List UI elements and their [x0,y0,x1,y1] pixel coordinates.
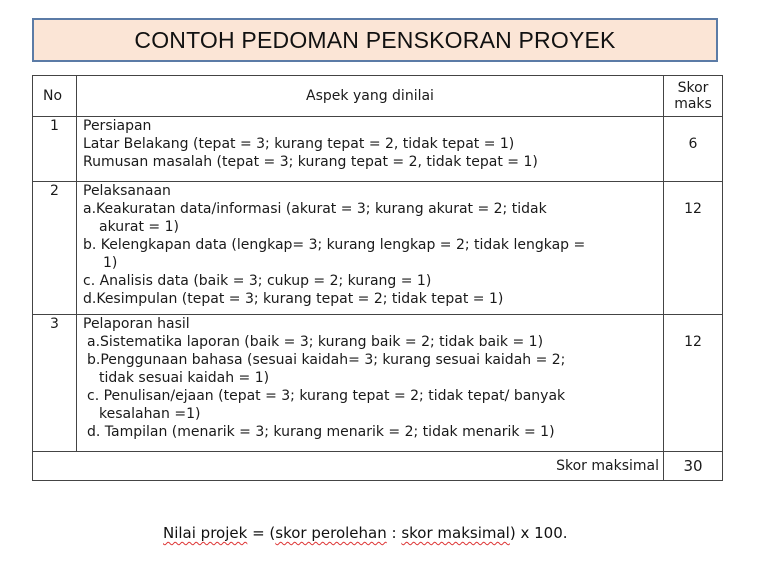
formula-term-nilai: Nilai projek [163,524,248,542]
scoring-rubric-table [32,75,723,481]
total-row [33,452,723,481]
header-skor [664,76,723,117]
table-header-row [33,76,723,117]
criterion-line: Latar Belakang (tepat = 3; kurang tepat = 2, tidak tepat = 1) [83,136,515,152]
header-aspek: Aspek yang dinilai [77,76,664,117]
row-heading: Pelaporan hasil [83,316,190,332]
header-skor-line2: maks [674,96,712,112]
criterion-line: Rumusan masalah (tepat = 3; kurang tepat = 2, tidak tepat = 1) [83,154,538,170]
criterion-line: d.Kesimpulan (tepat = 3; kurang tepat = 2; tidak tepat = 1) [83,291,504,307]
criterion-line: c. Analisis data (baik = 3; cukup = 2; kurang = 1) [83,273,432,289]
page-title: CONTOH PEDOMAN PENSKORAN PROYEK [134,26,616,53]
row-number: 2 [33,182,77,315]
row-number: 3 [33,315,77,452]
criterion-line: d. Tampilan (menarik = 3; kurang menarik = 2; tidak menarik = 1) [87,424,555,440]
criterion-line: a.Keakuratan data/informasi (akurat = 3; kurang akurat = 2; tidak [83,201,547,217]
total-value: 30 [664,452,723,481]
total-label: Skor maksimal [33,452,664,481]
formula-equals: = ( [247,524,276,542]
formula-divide: : [386,524,402,542]
row-skor: 6 [664,117,723,182]
criterion-line: a.Sistematika laporan (baik = 3; kurang baik = 2; tidak baik = 1) [87,334,544,350]
row-number: 1 [33,117,77,182]
table-row [33,117,723,182]
table-row [33,182,723,315]
header-no: No [33,76,77,117]
criterion-line: 1) [103,255,118,271]
header-skor-line1: Skor [677,80,709,96]
criterion-line: tidak sesuai kaidah = 1) [99,370,270,386]
row-aspek [77,117,664,182]
row-skor: 12 [664,182,723,315]
criterion-line: kesalahan =1) [99,406,201,422]
criterion-line: akurat = 1) [99,219,179,235]
formula-term-maksimal: skor maksimal [401,524,510,542]
row-heading: Persiapan [83,118,152,134]
criterion-line: b. Kelengkapan data (lengkap= 3; kurang lengkap = 2; tidak lengkap = [83,237,586,253]
title-banner [32,18,718,62]
criterion-line: b.Penggunaan bahasa (sesuai kaidah= 3; kurang sesuai kaidah = 2; [87,352,566,368]
score-formula [163,524,568,542]
formula-multiply: ) x 100. [509,524,568,542]
criterion-line: c. Penulisan/ejaan (tepat = 3; kurang tepat = 2; tidak tepat/ banyak [87,388,566,404]
table-row [33,315,723,452]
row-heading: Pelaksanaan [83,183,171,199]
row-skor: 12 [664,315,723,452]
row-aspek [77,315,664,452]
formula-term-perolehan: skor perolehan [275,524,387,542]
row-aspek [77,182,664,315]
